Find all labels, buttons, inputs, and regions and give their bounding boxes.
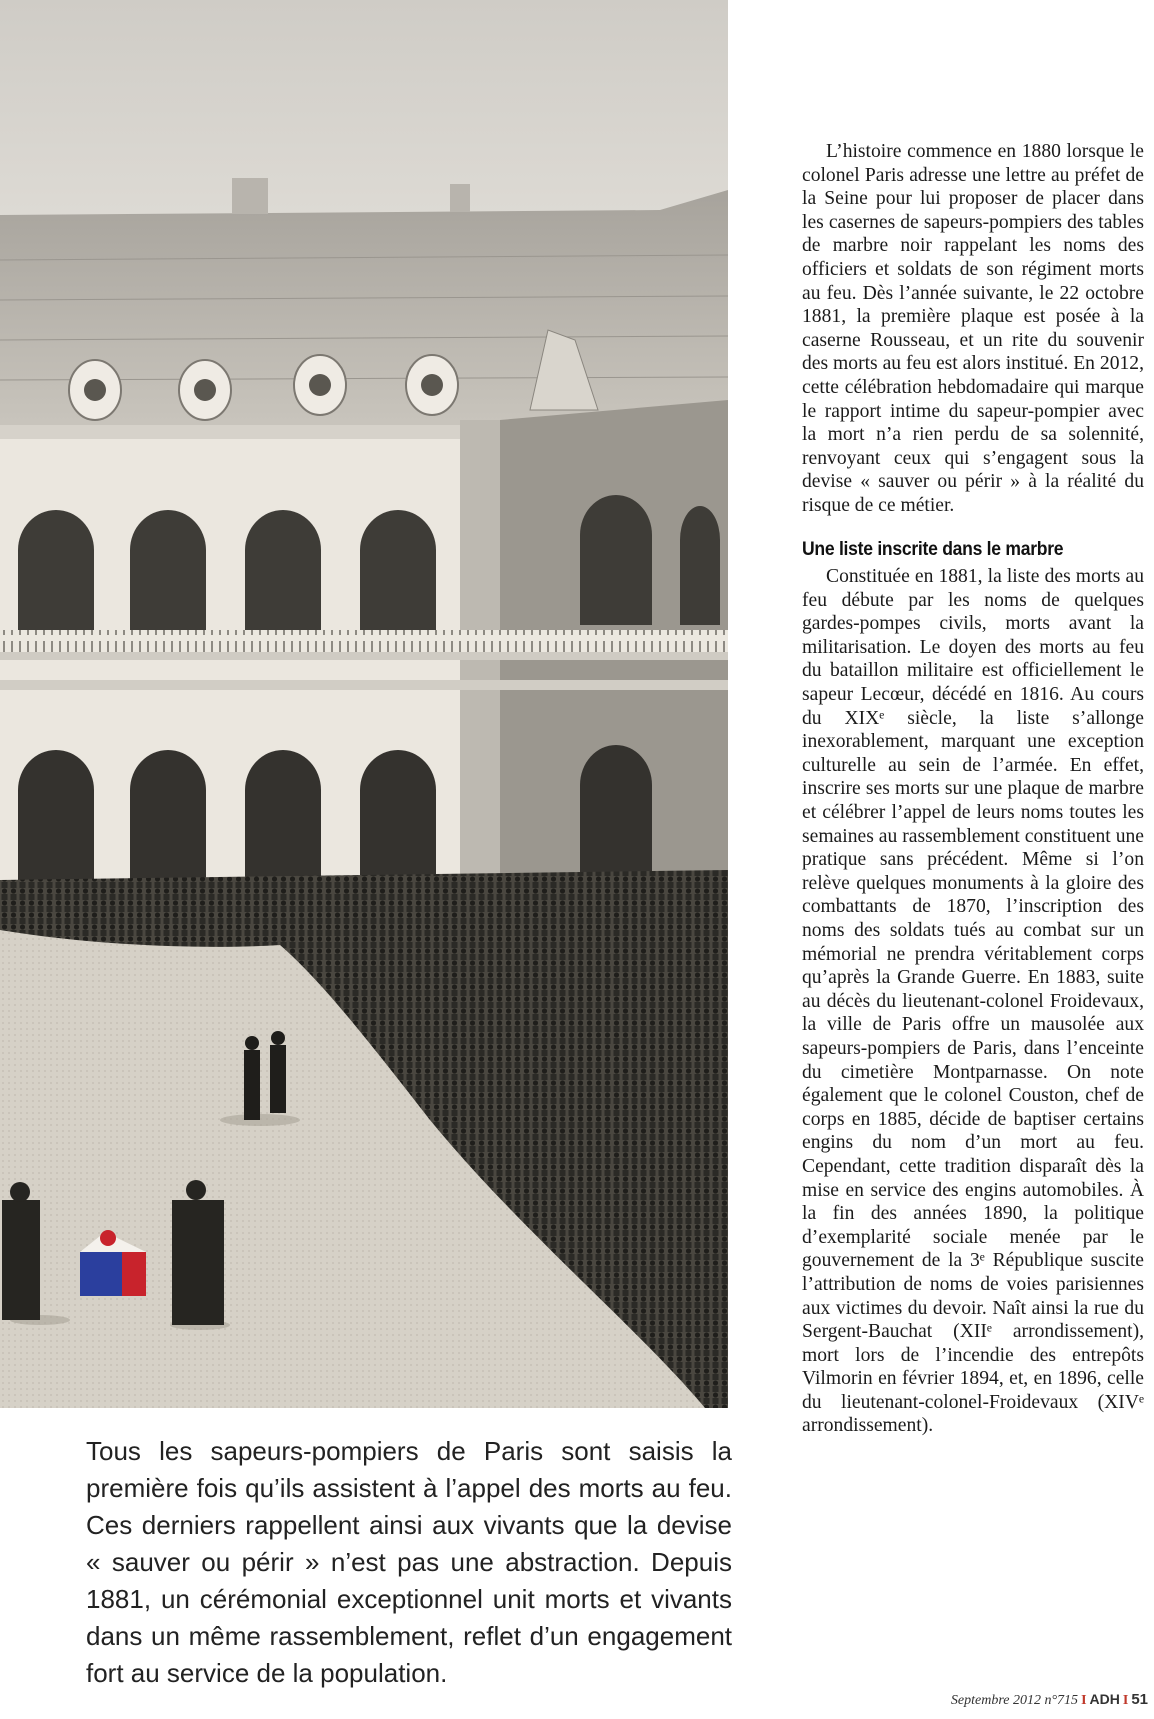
magazine-brand: ADH [1089, 1691, 1120, 1707]
issue-date: Septembre 2012 n°715 [950, 1693, 1079, 1708]
footer-separator: I [1122, 1693, 1129, 1708]
photo-caption [86, 1433, 732, 1692]
caption-text: Tous les sapeurs-pompiers de Paris sont saisis la première fois qu’ils assistent à l’appel des morts au feu. Ces derniers rappellent ainsi aux vivants que la devise « sauver ou périr » n’est pas une abstraction. Depuis 1881, un cérémonial exceptionnel unit morts et vivants dans un même rassemblement, reflet d’un engagement fort au service de la population. [86, 1436, 732, 1688]
footer-separator: I [1081, 1693, 1087, 1708]
page-number: 51 [1131, 1691, 1148, 1708]
article-paragraph: L’histoire commence en 1880 lorsque le colonel Paris adresse une lettre au préfet de la Seine pour lui proposer de placer dans les casernes de sapeurs-pompiers des tables de marbre noir rappelant les noms des officiers et soldats de son régiment morts au feu. Dès l’année suivante, le 22 octobre 1881, la première plaque est posée à la caserne Rousseau, et un rite du souvenir des morts au feu est alors institué. En 2012, cette célébration hebdomadaire qui marque le rapport intime du sapeur-pompier avec la mort n’a rien perdu de sa solennité, renvoyant ceux qui s’engagent sous la devise « sauver ou périr » à la réalité du risque de ce métier. [802, 141, 1144, 516]
page-footer [951, 1691, 1148, 1709]
section-heading: Une liste inscrite dans le marbre [802, 537, 1064, 560]
article-column [802, 140, 1144, 1438]
article-paragraph: Constituée en 1881, la liste des morts au feu débute par les noms de quelques gardes-pompes civils, morts avant la militarisation. Le doyen des morts au feu du bataillon militaire est officiellement le sapeur Lecœur, décédé en 1816. Au cours du XIXᵉ siècle, la liste s’allonge inexorablement, marquant une exception culturelle au sein de l’armée. En effet, inscrire ses morts sur une plaque de marbre et célébrer l’appel de leurs noms toutes les semaines au rassemblement constituent une pratique sans précédent. Même si l’on relève quelques monuments à la gloire des combattants de 1870, l’inscription des noms des soldats tués au combat sur un mémorial ne prendra véritablement corps qu’après la Grande Guerre. En 1883, suite au décès du lieutenant-colonel Froidevaux, la ville de Paris offre un mausolée aux sapeurs-pompiers de Paris, dans l’enceinte du cimetière Montparnasse. On note également que le colonel Couston, chef de corps en 1885, décide de baptiser certains engins du nom d’un mort au feu. Cependant, cette tradition disparaît dès la mise en service des engins automobiles. À la fin des années 1890, la politique d’exemplarité sociale menée par le gouvernement de la 3ᵉ République suscite l’attribution de noms de voies parisiennes aux victimes du devoir. Naît ainsi la rue du Sergent-Bauchat (XIIᵉ arrondissement), mort lors de l’incendie des entrepôts Vilmorin en février 1894, et, en 1896, celle du lieutenant-colonel-Froidevaux (XIVᵉ arrondissement). [802, 566, 1144, 1437]
